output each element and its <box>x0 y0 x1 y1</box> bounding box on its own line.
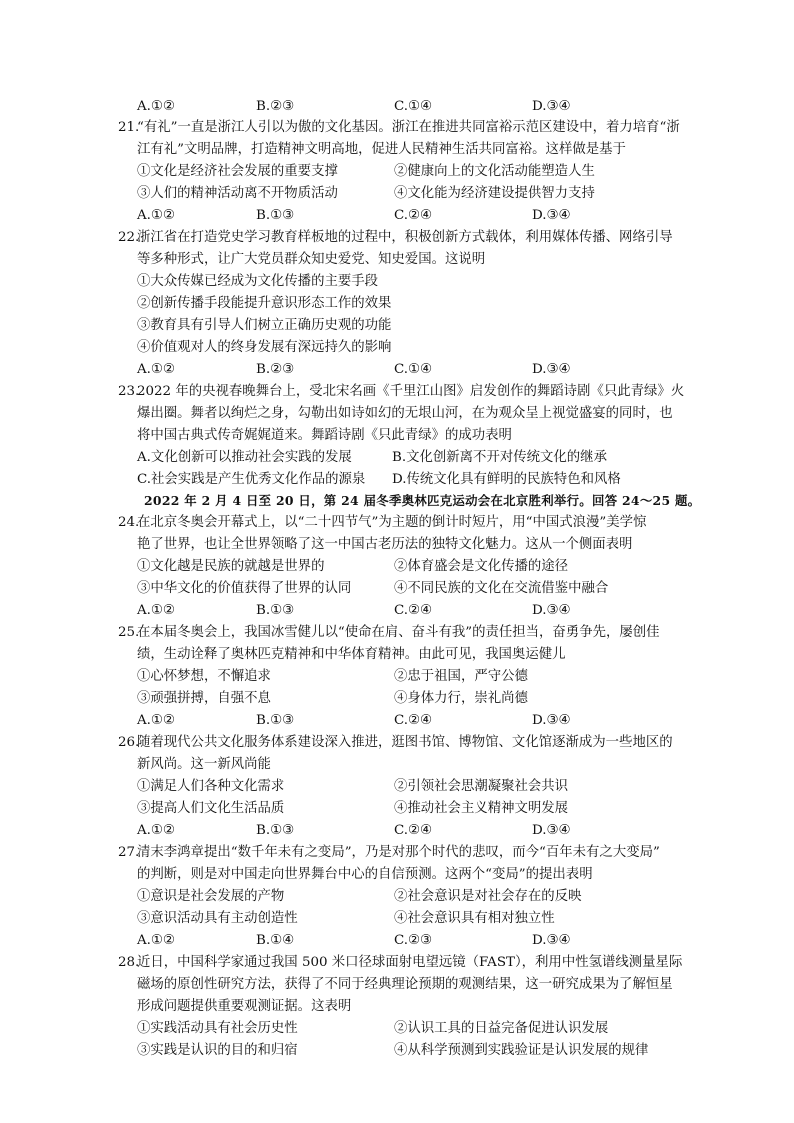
statement-3: ③提高人们文化生活品质 <box>137 801 285 816</box>
option-d: D.③④ <box>532 362 571 377</box>
statement-4: ④价值观对人的终身发展有深远持久的影响 <box>137 340 392 355</box>
statement-3: ③人们的精神活动离不开物质活动 <box>137 186 338 201</box>
option-b: B.①④ <box>256 933 295 948</box>
question-stem-line: 江有礼”文明品牌，打造精神文明高地，促进人民精神生活共同富裕。这样做是基于 <box>137 142 626 157</box>
statement-4: ④从科学预测到实践验证是认识发展的规律 <box>394 1043 649 1058</box>
statement-3: ③中华文化的价值获得了世界的认同 <box>137 581 352 596</box>
statement-1: ①意识是社会发展的产物 <box>137 889 285 904</box>
statement-2: ②忠于祖国，严守公德 <box>394 669 528 684</box>
option-d: D.③④ <box>532 823 571 838</box>
option-c: C.①④ <box>394 99 433 114</box>
statement-2: ②引领社会思潮凝聚社会共识 <box>394 779 569 794</box>
question-stem-line: 艳了世界，也让全世界领略了这一中国古老历法的独特文化魅力。这从一个侧面表明 <box>137 537 633 552</box>
choice-b: B.文化创新离不开对传统文化的继承 <box>392 450 607 465</box>
question-stem-line: 形成问题提供重要观测证据。这表明 <box>137 999 352 1014</box>
question-stem-line: 新风尚。这一新风尚能 <box>137 757 271 772</box>
option-a: A.①② <box>137 362 175 377</box>
statement-4: ④社会意识具有相对独立性 <box>394 911 555 926</box>
question-stem-line: 等多种形式，让广大党员群众知史爱党、知史爱国。这说明 <box>137 252 486 267</box>
statement-3: ③实践是认识的目的和归宿 <box>137 1043 298 1058</box>
question-number: 22. <box>118 230 140 245</box>
statement-1: ①心怀梦想，不懈追求 <box>137 669 271 684</box>
question-number: 23. <box>118 384 140 399</box>
question-stem-line: 爆出圈。舞者以绚烂之身，勾勒出如诗如幻的无垠山河，在为观众呈上视觉盛宴的同时，也 <box>137 406 673 421</box>
option-c: C.②④ <box>394 713 433 728</box>
question-stem-line: 绩，生动诠释了奥林匹克精神和中华体育精神。由此可见，我国奥运健儿 <box>137 647 566 662</box>
question-stem-line: 2022 年的央视春晚舞台上，受北宋名画《千里江山图》启发创作的舞蹈诗剧《只此青绿》火 <box>137 384 685 399</box>
option-c: C.②④ <box>394 603 433 618</box>
statement-1: ①文化是经济社会发展的重要支撑 <box>137 164 338 179</box>
question-stem-line: 近日，中国科学家通过我国 500 米口径球面射电望远镜（FAST），利用中性氢谱线测量星际 <box>137 955 683 970</box>
question-stem-line: 随着现代公共文化服务体系建设深入推进，逛图书馆、博物馆、文化馆逐渐成为一些地区的 <box>137 735 673 750</box>
question-stem-line: 浙江省在打造党史学习教育样板地的过程中，积极创新方式载体，利用媒体传播、网络引导 <box>137 230 673 245</box>
statement-1: ①文化越是民族的就越是世界的 <box>137 559 325 574</box>
statement-4: ④身体力行，崇礼尚德 <box>394 691 528 706</box>
question-number: 21. <box>118 120 140 135</box>
section-note: 2022 年 2 月 4 日至 20 日，第 24 届冬季奥林匹克运动会在北京胜利举行。回答 24～25 题。 <box>144 493 701 508</box>
option-b: B.②③ <box>256 362 295 377</box>
question-stem-line: 的判断，则是对中国走向世界舞台中心的自信预测。这两个“变局”的提出表明 <box>137 867 593 882</box>
option-c: C.②④ <box>394 208 433 223</box>
statement-3: ③教育具有引导人们树立正确历史观的功能 <box>137 318 392 333</box>
option-b: B.②③ <box>256 99 295 114</box>
statement-1: ①大众传媒已经成为文化传播的主要手段 <box>137 274 379 289</box>
option-d: D.③④ <box>532 99 571 114</box>
option-a: A.①② <box>137 713 175 728</box>
question-number: 25. <box>118 625 140 640</box>
statement-4: ④推动社会主义精神文明发展 <box>394 801 569 816</box>
question-number: 27. <box>118 845 140 860</box>
option-b: B.①③ <box>256 713 295 728</box>
option-b: B.①③ <box>256 208 295 223</box>
statement-2: ②社会意识是对社会存在的反映 <box>394 889 582 904</box>
option-d: D.③④ <box>532 208 571 223</box>
question-stem-line: 清末李鸿章提出“数千年未有之变局”，乃是对那个时代的悲叹，而今“百年未有之大变局” <box>137 845 660 860</box>
option-d: D.③④ <box>532 603 571 618</box>
statement-3: ③顽强拼搏，自强不息 <box>137 691 271 706</box>
statement-2: ②创新传播手段能提升意识形态工作的效果 <box>137 296 392 311</box>
question-number: 26. <box>118 735 140 750</box>
option-a: A.①② <box>137 603 175 618</box>
question-stem-line: “有礼”一直是浙江人引以为傲的文化基因。浙江在推进共同富裕示范区建设中，着力培育“浙 <box>137 120 680 135</box>
statement-1: ①满足人们各种文化需求 <box>137 779 285 794</box>
option-b: B.①③ <box>256 603 295 618</box>
statement-2: ②体育盛会是文化传播的途径 <box>394 559 569 574</box>
statement-2: ②健康向上的文化活动能塑造人生 <box>394 164 595 179</box>
option-a: A.①② <box>137 208 175 223</box>
statement-4: ④不同民族的文化在交流借鉴中融合 <box>394 581 609 596</box>
statement-1: ①实践活动具有社会历史性 <box>137 1021 298 1036</box>
statement-3: ③意识活动具有主动创造性 <box>137 911 298 926</box>
statement-4: ④文化能为经济建设提供智力支持 <box>394 186 595 201</box>
statement-2: ②认识工具的日益完备促进认识发展 <box>394 1021 609 1036</box>
question-stem-line: 在北京冬奥会开幕式上，以“二十四节气”为主题的倒计时短片，用“中国式浪漫”美学惊 <box>137 515 647 530</box>
option-a: A.①② <box>137 933 175 948</box>
question-stem-line: 磁场的原创性研究方法，获得了不同于经典理论预期的观测结果，这一研究成果为了解恒星 <box>137 977 673 992</box>
question-stem-line: 将中国古典式传奇娓娓道来。舞蹈诗剧《只此青绿》的成功表明 <box>137 428 512 443</box>
option-b: B.①③ <box>256 823 295 838</box>
choice-a: A.文化创新可以推动社会实践的发展 <box>137 450 352 465</box>
option-d: D.③④ <box>532 933 571 948</box>
question-stem-line: 在本届冬奥会上，我国冰雪健儿以“使命在肩、奋斗有我”的责任担当，奋勇争先，屡创佳 <box>137 625 660 640</box>
option-d: D.③④ <box>532 713 571 728</box>
option-c: C.②④ <box>394 823 433 838</box>
question-number: 28. <box>118 955 140 970</box>
option-a: A.①② <box>137 823 175 838</box>
choice-c: C.社会实践是产生优秀文化作品的源泉 <box>137 472 366 487</box>
option-c: C.②③ <box>394 933 433 948</box>
choice-d: D.传统文化具有鲜明的民族特色和风格 <box>392 472 621 487</box>
question-number: 24. <box>118 515 140 530</box>
option-a: A.①② <box>137 99 175 114</box>
option-c: C.①④ <box>394 362 433 377</box>
